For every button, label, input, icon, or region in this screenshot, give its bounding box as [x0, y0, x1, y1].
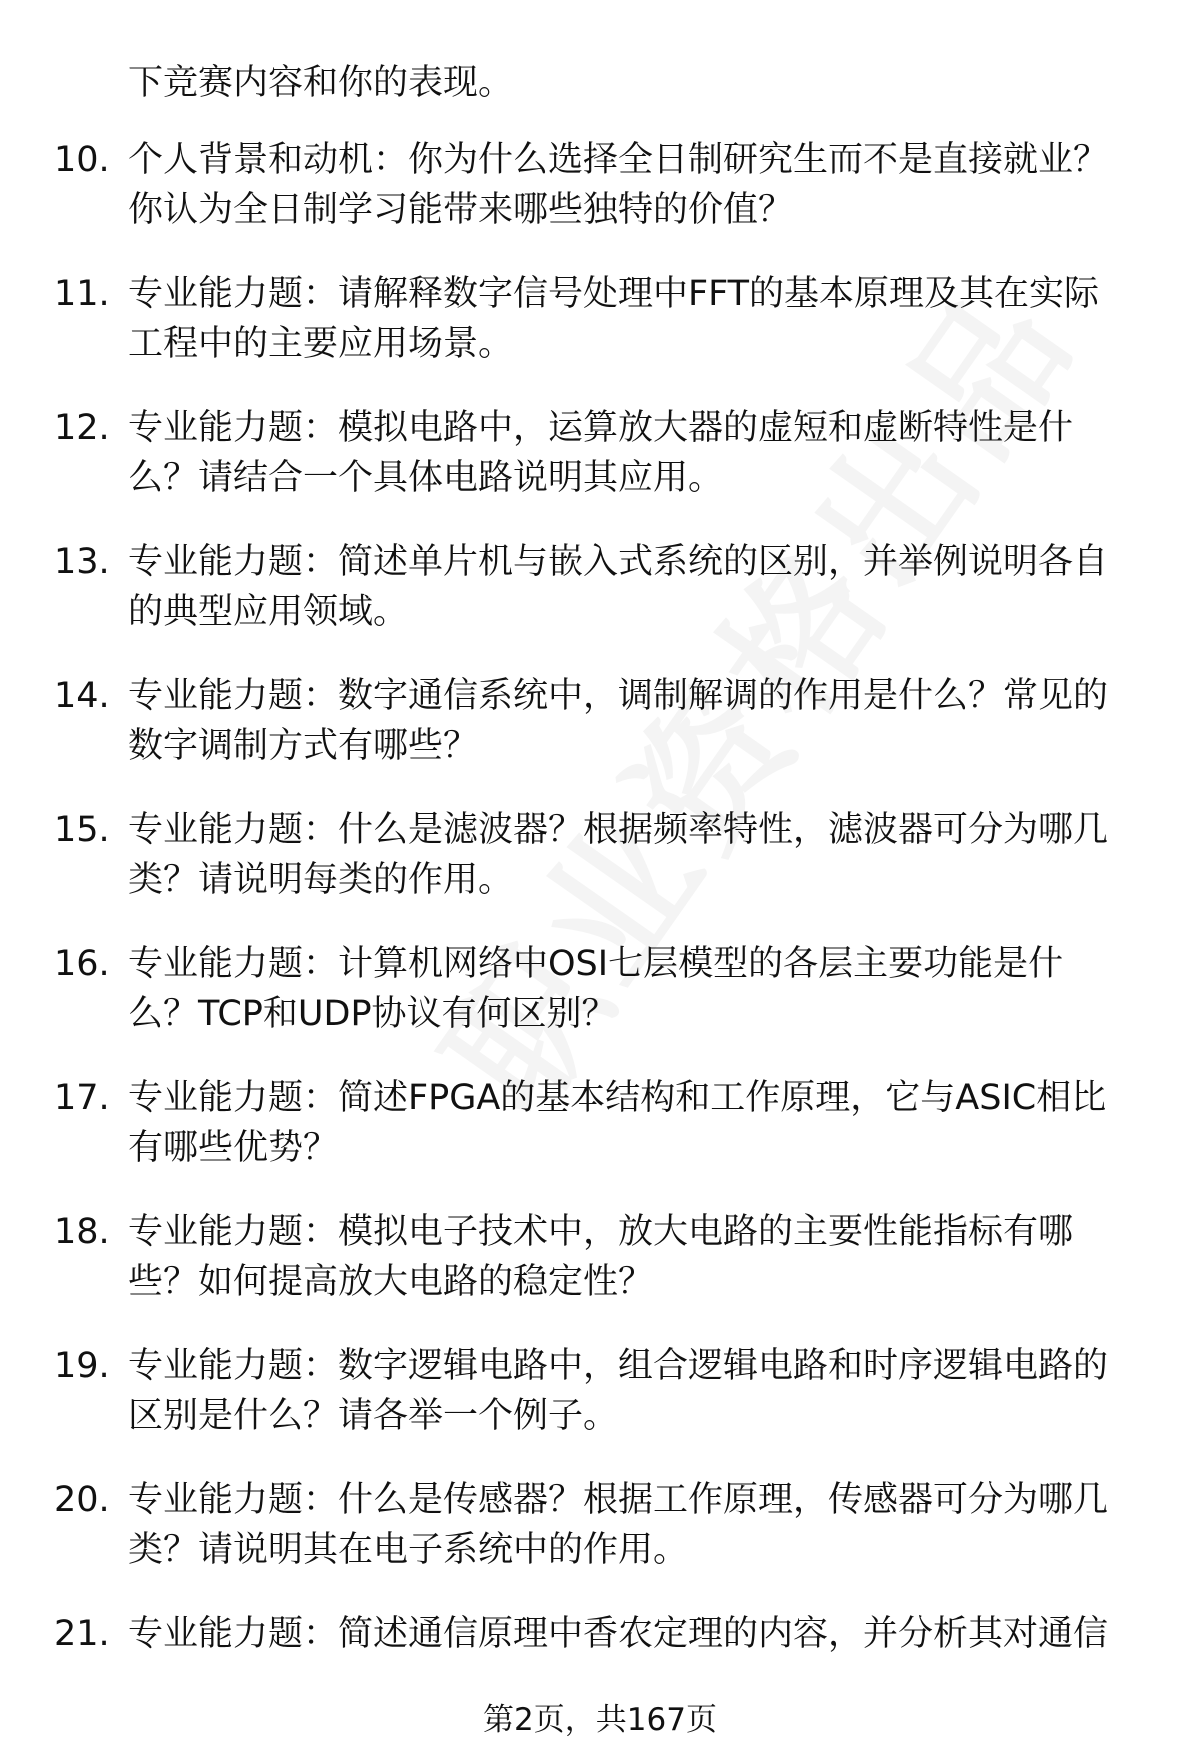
- question-line: 的典型应用领域。: [128, 592, 409, 632]
- question-number: 19.: [54, 1346, 110, 1386]
- question-text: [128, 269, 1138, 369]
- question-number: 10.: [54, 140, 110, 180]
- question-line: 类？请说明每类的作用。: [128, 860, 514, 900]
- question-number: 12.: [54, 408, 110, 448]
- question-text: [128, 1207, 1138, 1307]
- question-line: 专业能力题：请解释数字信号处理中FFT的基本原理及其在实际: [128, 274, 1100, 314]
- question-text: [128, 671, 1138, 771]
- question-text: [128, 1341, 1138, 1441]
- question-line: 专业能力题：计算机网络中OSI七层模型的各层主要功能是什: [128, 944, 1064, 984]
- question-number: 17.: [54, 1078, 110, 1118]
- question-line: 你认为全日制学习能带来哪些独特的价值？: [128, 190, 794, 230]
- question-line: 专业能力题：数字逻辑电路中，组合逻辑电路和时序逻辑电路的: [128, 1346, 1109, 1386]
- question-item: [0, 135, 1200, 269]
- question-item: [0, 1341, 1200, 1475]
- question-line: 类？请说明其在电子系统中的作用。: [128, 1530, 689, 1570]
- question-text: [128, 135, 1138, 235]
- question-number: 11.: [54, 274, 110, 314]
- question-line: 工程中的主要应用场景。: [128, 324, 514, 364]
- question-line: 专业能力题：简述通信原理中香农定理的内容，并分析其对通信: [128, 1614, 1109, 1654]
- question-item: [0, 269, 1200, 403]
- question-number: 21.: [54, 1614, 110, 1654]
- question-line: 有哪些优势？: [128, 1128, 339, 1168]
- question-item: [0, 403, 1200, 537]
- question-line: 专业能力题：模拟电路中，运算放大器的虚短和虚断特性是什: [128, 408, 1074, 448]
- question-line: 专业能力题：模拟电子技术中，放大电路的主要性能指标有哪: [128, 1212, 1074, 1252]
- question-line: 区别是什么？请各举一个例子。: [128, 1396, 619, 1436]
- question-number: 18.: [54, 1212, 110, 1252]
- question-item: [0, 671, 1200, 805]
- question-line: 专业能力题：数字通信系统中，调制解调的作用是什么？常见的: [128, 676, 1109, 716]
- question-item: [0, 805, 1200, 939]
- page-footer: 第2页，共167页: [483, 1702, 717, 1738]
- question-text: [128, 537, 1138, 637]
- question-line: 专业能力题：简述FPGA的基本结构和工作原理，它与ASIC相比: [128, 1078, 1107, 1118]
- question-text: [128, 939, 1138, 1039]
- question-line: 么？TCP和UDP协议有何区别？: [128, 994, 617, 1034]
- question-text: [128, 1475, 1138, 1575]
- question-item: [0, 537, 1200, 671]
- question-text: [128, 1609, 1138, 1659]
- continuation-text: 下竞赛内容和你的表现。: [128, 63, 514, 103]
- question-line: 专业能力题：什么是传感器？根据工作原理，传感器可分为哪几: [128, 1480, 1109, 1520]
- question-text: [128, 1073, 1138, 1173]
- question-number: 15.: [54, 810, 110, 850]
- question-item: [0, 939, 1200, 1073]
- question-number: 16.: [54, 944, 110, 984]
- question-number: 13.: [54, 542, 110, 582]
- question-item: [0, 1073, 1200, 1207]
- question-line: 个人背景和动机：你为什么选择全日制研究生而不是直接就业？: [128, 140, 1109, 180]
- question-line: 么？请结合一个具体电路说明其应用。: [128, 458, 724, 498]
- question-number: 14.: [54, 676, 110, 716]
- question-line: 数字调制方式有哪些？: [128, 726, 479, 766]
- question-item: [0, 1475, 1200, 1609]
- question-text: [128, 805, 1138, 905]
- question-list: [0, 135, 1200, 1743]
- question-text: [128, 403, 1138, 503]
- question-line: 专业能力题：简述单片机与嵌入式系统的区别，并举例说明各自: [128, 542, 1109, 582]
- question-number: 20.: [54, 1480, 110, 1520]
- question-item: [0, 1207, 1200, 1341]
- question-line: 些？如何提高放大电路的稳定性？: [128, 1262, 654, 1302]
- question-line: 专业能力题：什么是滤波器？根据频率特性，滤波器可分为哪几: [128, 810, 1109, 850]
